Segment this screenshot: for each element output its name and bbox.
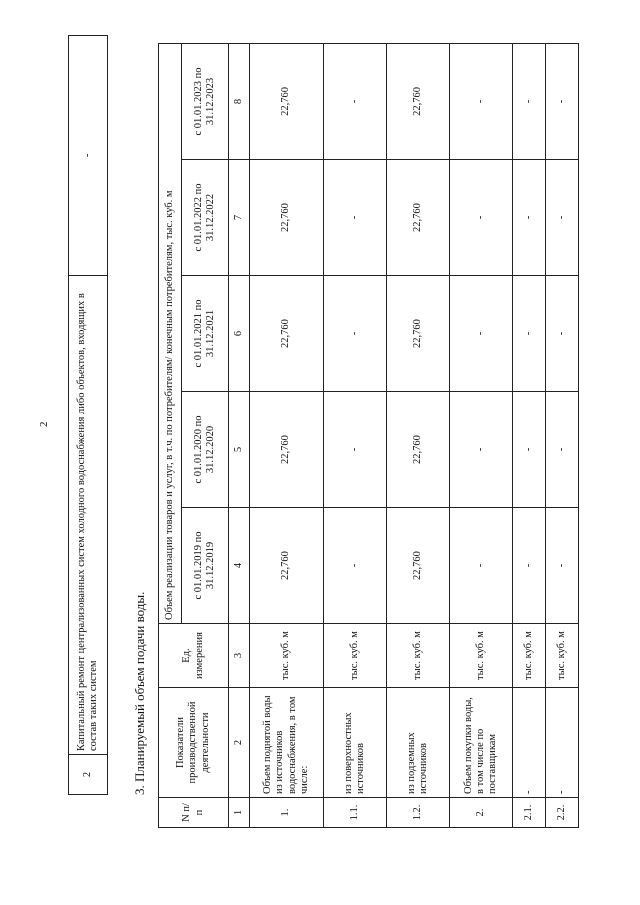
row-value: - [324,508,387,624]
header-period: с 01.01.2019 по 31.12.2019 [182,508,229,624]
row-value: 22,760 [250,508,324,624]
section-heading: 3. Планируемый объем подачи воды. [132,591,147,795]
col-number: 2 [229,688,250,798]
row-value: 22,760 [387,392,450,508]
header-period: с 01.01.2022 по 31.12.2022 [182,160,229,276]
header-period: с 01.01.2023 по 31.12.2023 [182,43,229,159]
row-name: из подземных источников [387,688,450,798]
col-number: 4 [229,508,250,624]
row-unit: тыс. куб. м [513,624,546,688]
row-value: - [546,392,579,508]
table-row [250,43,324,827]
row-name: Объем поднятой воды из источников водоснабжения, в том числе: [250,688,324,798]
column-number-row [229,43,250,827]
row-num: 1.1. [324,798,387,828]
row-name: Объем покупки воды, в том числе по поставщикам [450,688,513,798]
row-value: 22,760 [250,160,324,276]
col-number: 6 [229,276,250,392]
row-name: - [546,688,579,798]
header-num: N п/п [159,798,229,828]
row-value: - [513,392,546,508]
row-value: - [324,392,387,508]
header-indicator: Показатели производственной деятельности [159,688,229,798]
row-value: - [513,508,546,624]
row-num: 2.2. [546,798,579,828]
row-value: - [513,43,546,159]
row-unit: тыс. куб. м [546,624,579,688]
row-value: - [450,392,513,508]
table-row [387,43,450,827]
col-number: 3 [229,624,250,688]
header-unit: Ед. измерения [159,624,229,688]
col-number: 8 [229,43,250,159]
row-value: 22,760 [250,43,324,159]
page-number: 2 [38,421,50,427]
row-name: из поверхностных источников [324,688,387,798]
table-row [324,43,387,827]
col-number: 1 [229,798,250,828]
row-num: 2.1. [513,798,546,828]
table-row [450,43,513,827]
row-name: - [513,688,546,798]
row-value: 22,760 [250,276,324,392]
row-value: - [69,36,108,276]
row-unit: тыс. куб. м [450,624,513,688]
header-group: Объем реализации товаров и услуг, в т.ч. по потребителям/ конечным потребителям, тыс. куб. м [159,43,182,623]
col-number: 5 [229,392,250,508]
row-value: - [450,160,513,276]
row-number: 2 [69,755,108,795]
water-supply-table [158,43,579,828]
row-value: - [324,160,387,276]
row-value: - [513,160,546,276]
row-unit: тыс. куб. м [324,624,387,688]
row-value: 22,760 [387,508,450,624]
capital-repair-table [68,35,108,795]
row-value: - [546,276,579,392]
row-value: - [546,508,579,624]
row-value: 22,760 [387,160,450,276]
row-num: 1. [250,798,324,828]
row-unit: тыс. куб. м [250,624,324,688]
table-row [69,36,108,795]
header-row [159,43,182,827]
row-text: Капитальный ремонт централизованных систем холодного водоснабжения либо объектов, входящих в состав таких систем [69,275,108,754]
header-period: с 01.01.2021 по 31.12.2021 [182,276,229,392]
row-value: - [450,43,513,159]
row-value: 22,760 [387,276,450,392]
col-number: 7 [229,160,250,276]
row-value: - [546,160,579,276]
row-value: 22,760 [250,392,324,508]
row-value: 22,760 [387,43,450,159]
row-num: 2. [450,798,513,828]
row-num: 1.2. [387,798,450,828]
row-value: - [324,43,387,159]
table-row [513,43,546,827]
row-value: - [546,43,579,159]
row-value: - [450,508,513,624]
row-value: - [513,276,546,392]
table-row [546,43,579,827]
row-unit: тыс. куб. м [387,624,450,688]
row-value: - [450,276,513,392]
header-period: с 01.01.2020 по 31.12.2020 [182,392,229,508]
row-value: - [324,276,387,392]
